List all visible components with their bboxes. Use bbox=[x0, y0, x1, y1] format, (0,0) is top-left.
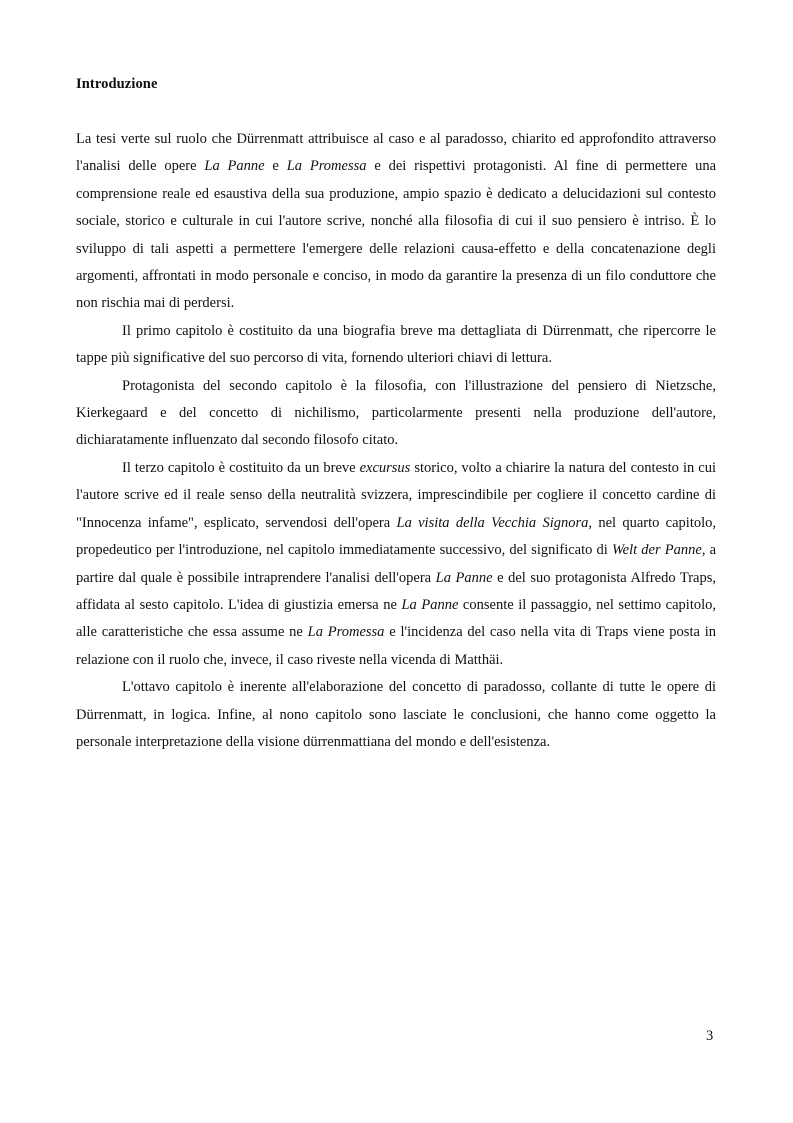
italic-title: La Panne bbox=[435, 569, 493, 586]
paragraph bbox=[76, 126, 716, 318]
text-run: storico, volto a chiarire la natura del contesto in cui l'autore scrive ed il reale senso della neutralità svizzera, imprescindibile per cogliere il concetto cardine di "Innocenza infame", esplicato, servendosi dell'opera bbox=[76, 459, 716, 531]
page-number: 3 bbox=[706, 1028, 714, 1044]
text-run: Il terzo capitolo è costituito da un breve bbox=[122, 459, 360, 476]
section-heading: Introduzione bbox=[76, 76, 158, 92]
italic-title: excursus bbox=[359, 459, 411, 476]
body-text bbox=[76, 126, 716, 756]
text-run: e l'incidenza del caso nella vita di Traps viene posta in relazione con il ruolo che, invece, il caso riveste nella vicenda di Matthäi. bbox=[76, 624, 716, 668]
paragraph bbox=[76, 674, 716, 756]
text-run: L'ottavo capitolo è inerente all'elaborazione del concetto di paradosso, collante di tutte le opere di Dürrenmatt, in logica. Infine, al nono capitolo sono lasciate le conclusioni, che hanno come oggetto la personale interpretazione della visione dürrenmattiana del mondo e dell'esistenza. bbox=[76, 679, 716, 750]
text-run: e bbox=[264, 158, 287, 175]
text-run: Il primo capitolo è costituito da una biografia breve ma dettagliata di Dürrenmatt, che ripercorre le tappe più significative del suo percorso di vita, fornendo ulteriori chiavi di lettura. bbox=[76, 322, 716, 367]
text-run: e del suo protagonista Alfredo Traps, affidata al sesto capitolo. L'idea di giustizia emersa ne bbox=[76, 569, 716, 613]
italic-title: Welt der Panne bbox=[611, 542, 702, 559]
paragraph bbox=[76, 318, 716, 373]
italic-title: La Panne bbox=[204, 158, 265, 175]
italic-title: La Promessa bbox=[307, 624, 385, 641]
text-run: , a partire dal quale è possibile intraprendere l'analisi dell'opera bbox=[76, 542, 717, 586]
paragraph bbox=[76, 373, 716, 455]
text-run: e dei rispettivi protagonisti. Al fine di permettere una comprensione reale ed esaustiva della sua produzione, ampio spazio è dedicato a delucidazioni sul contesto sociale, storico e culturale in cui l'autore scrive, nonché alla filosofia di cui il suo pensiero è intriso. È lo sviluppo di tali aspetti a permettere l'emergere delle relazioni causa-effetto e della concatenazione degli argomenti, affrontati in modo personale e conciso, in modo da garantire la presenza di un filo conduttore che non rischia mai di perdersi. bbox=[76, 158, 717, 312]
paragraph bbox=[76, 455, 716, 674]
text-run: Protagonista del secondo capitolo è la filosofia, con l'illustrazione del pensiero di Nietzsche, Kierkegaard e del concetto di nichilismo, particolarmente presenti nella produzione dell'autore, dichiaratamente influenzato dal secondo filosofo citato. bbox=[76, 377, 716, 449]
italic-title: La visita della Vecchia Signora bbox=[396, 514, 589, 531]
text-run: consente il passaggio, nel settimo capitolo, alle caratteristiche che essa assume ne bbox=[76, 596, 716, 641]
italic-title: La Panne bbox=[401, 596, 459, 613]
italic-title: La Promessa bbox=[286, 158, 367, 175]
text-run: , nel quarto capitolo, propedeutico per l'introduzione, nel capitolo immediatamente successivo, del significato di bbox=[76, 514, 716, 559]
text-run: La tesi verte sul ruolo che Dürrenmatt attribuisce al caso e al paradosso, chiarito ed approfondito attraverso l'analisi delle opere bbox=[76, 131, 716, 175]
